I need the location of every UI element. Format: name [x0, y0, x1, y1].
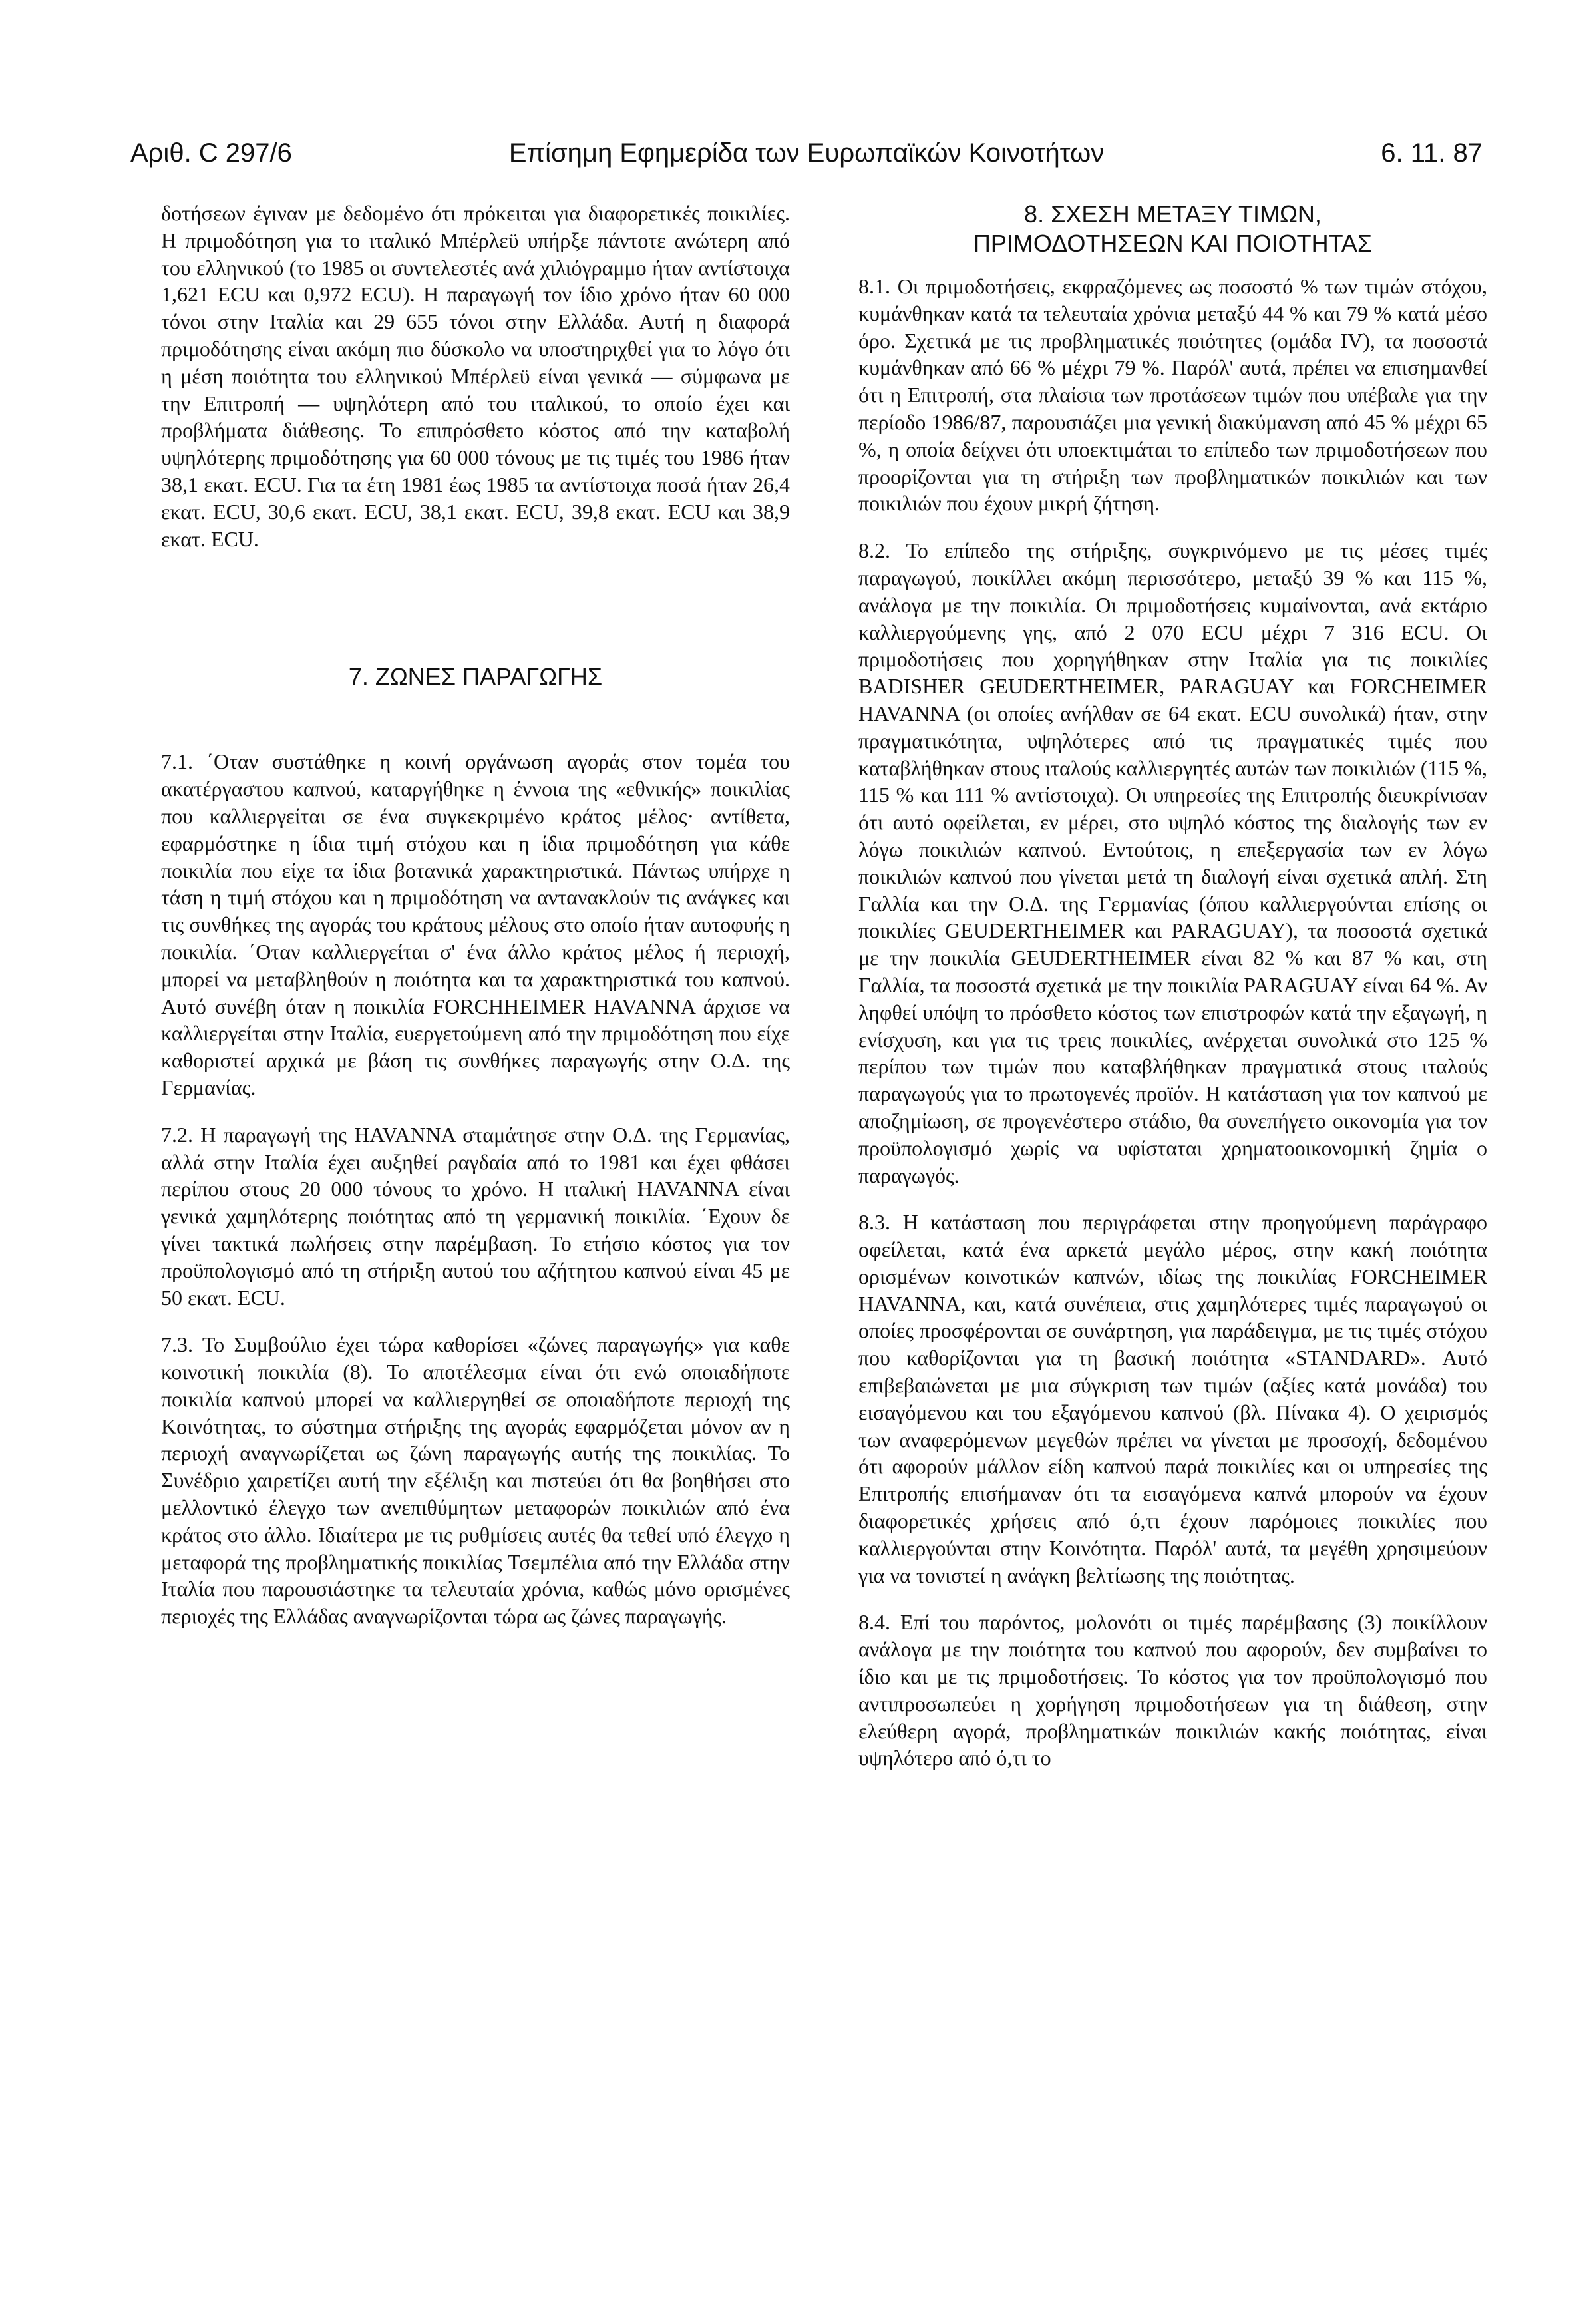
section-heading-8 [858, 200, 1487, 258]
page-header [130, 133, 1483, 173]
section-heading-8-line2: ΠΡΙΜΟΔΟΤΗΣΕΩΝ ΚΑΙ ΠΟΙΟΤΗΤΑΣ [973, 230, 1373, 257]
paragraph-8-3: 8.3. Η κατάσταση που περιγράφεται στην προηγούμενη παράγραφο οφείλεται, κατά ένα αρκετά μεγάλο μέρος, στην κακή ποιότητα ορισμένων κοινοτικών καπνών, ιδίως της ποικιλίας FORCHEIMER HAVANNA, και, κατά συνέπεια, στις χαμηλότερες τιμές παραγωγού οι οποίες προσφέρονται σε συνάρτηση, για παράδειγμα, με τις τιμές στόχου που καθορίζονται για τη βασική ποιότητα «STANDARD». Αυτό επιβεβαιώνεται με μια σύγκριση των τιμών (αξίες κατά μονάδα) του εισαγόμενου και του εξαγόμενου καπνού (βλ. Πίνακα 4). Ο χειρισμός των αναφερόμενων μεγεθών πρέπει να γίνεται με προσοχή, δεδομένου ότι αφορούν μάλλον είδη καπνού παρά ποικιλίες και οι υπηρεσίες της Επιτροπής επισήμαναν ότι τα εισαγόμενα καπνά μπορούν να έχουν διαφορετικές χρήσεις από ό,τι έχουν παρόμοιες ποικιλίες που καλλιεργούνται στην Κοινότητα. Παρόλ' αυτά, τα μεγέθη χρησιμεύουν για να τονιστεί η ανάγκη βελτίωσης της ποιότητας. [858, 1210, 1487, 1587]
right-column [858, 200, 1487, 1772]
issue-date: 6. 11. 87 [1381, 138, 1483, 168]
paragraph-8-2: 8.2. Το επίπεδο της στήριξης, συγκρινόμενο με τις μέσες τιμές παραγωγού, ποικίλλει ακόμη περισσότερο, μεταξύ 39 % και 115 %, ανάλογα με την ποικιλία. Οι πριμοδοτήσεις κυμαίνονται, ανά εκτάριο καλλιεργούμενης γης, από 2 070 ECU μέχρι 7 316 ECU. Οι πριμοδοτήσεις που χορηγήθηκαν στην Ιταλία για τις ποικιλίες BADISHER GEUDERTHEIMER, PARAGUAY και FORCHEIMER HAVANNA (οι οποίες ανήλθαν σε 64 εκατ. ECU συνολικά) ήταν, στην πραγματικότητα, υψηλότερες από τις πραγματικές τιμές που καταβλήθηκαν στους ιταλούς καλλιεργητές αυτών των ποικιλιών (115 %, 115 % και 111 % αντίστοιχα). Οι υπηρεσίες της Επιτροπής διευκρίνισαν ότι αυτό οφείλεται, εν μέρει, στο υψηλό κόστος της διαλογής των εν λόγω ποικιλιών καπνού. Εντούτοις, η επεξεργασία των εν λόγω ποικιλιών καπνού που γίνεται μετά τη διαλογή είναι σχετικά απλή. Στη Γαλλία και την Ο.Δ. της Γερμανίας (όπου καλλιεργούνται επίσης οι ποικιλίες GEUDERTHEIMER και PARAGUAY), τα ποσοστά σχετικά με την ποικιλία GEUDERTHEIMER είναι 82 % και 87 % και, στη Γαλλία, τα ποσοστά σχετικά με την ποικιλία PARAGUAY είναι 64 %. Αν ληφθεί υπόψη το πρόσθετο κόστος των επιστροφών κατά την εξαγωγή, η ενίσχυση, και για τις τρεις ποικιλίες, ανέρχεται συνολικά στο 125 % περίπου των τιμών που καταβλήθηκαν πραγματικά στους ιταλούς παραγωγούς για το πρωτογενές προϊόν. Η κατάσταση για τον καπνού με αποζημίωση, σε προγενέστερο στάδιο, θα συνεπήγετο οικονομία για τον προϋπολογισμό χωρίς να υφίσταται χρηματοοικονομική ζημία ο παραγωγός. [858, 538, 1487, 1187]
paragraph-7-3: 7.3. Το Συμβούλιο έχει τώρα καθορίσει «ζώνες παραγωγής» για καθε κοινοτική ποικιλία (8). Το αποτέλεσμα είναι ότι ενώ οποιαδήποτε ποικιλία καπνού μπορεί να καλλιεργηθεί σε οποιαδήποτε περιοχή της Κοινότητας, το σύστημα στήριξης της αγοράς εφαρμόζεται μόνον αν η περιοχή αναγνωρίζεται ως ζώνη παραγωγής αυτής της ποικιλίας. Το Συνέδριο χαιρετίζει αυτή την εξέλιξη και πιστεύει ότι θα βοηθήσει στο μελλοντικό έλεγχο των ανεπιθύμητων μεταφορών ποικιλιών από ένα κράτος στο άλλο. Ιδιαίτερα με τις ρυθμίσεις αυτές θα τεθεί υπό έλεγχο η μεταφορά της προβληματικής ποικιλίας Τσεμπέλια από την Ελλάδα στην Ιταλία που παρουσιάστηκε τα τελευταία χρόνια, καθώς μόνο ορισμένες περιοχές της Ελλάδας αναγνωρίζονται τώρα ως ζώνες παραγωγής. [161, 1332, 790, 1629]
left-column [161, 200, 790, 1630]
paragraph-8-1: 8.1. Οι πριμοδοτήσεις, εκφραζόμενες ως ποσοστό % των τιμών στόχου, κυμάνθηκαν κατά τα τελευταία χρόνια μεταξύ 44 % και 79 % κατά μέσο όρο. Σχετικά με τις προβληματικές ποιότητες (ομάδα IV), τα ποσοστά κυμάνθηκαν από 66 % μέχρι 79 %. Παρόλ' αυτά, πρέπει να επισημανθεί ότι η Επιτροπή, στα πλαίσια των προτάσεων τιμών που υπέβαλε για την περίοδο 1986/87, παρουσιάζει μια γενική διακύμανση από 45 % μέχρι 65 %, η οποία δείχνει ότι υποεκτιμάται το επίπεδο των πριμοδοτήσεων που προορίζονται για τη στήριξη των προβληματικών ποικιλιών και των ποικιλιών που έχουν μικρή ζήτηση. [858, 274, 1487, 516]
paragraph-7-2: 7.2. Η παραγωγή της HAVANNA σταμάτησε στην Ο.Δ. της Γερμανίας, αλλά στην Ιταλία έχει αυξηθεί ραγδαία από το 1981 και έχει φθάσει περίπου στους 20 000 τόνους το χρόνο. Η ιταλική HAVANNA είναι γενικά χαμηλότερης ποιότητας από τη γερμανική ποικιλία. ΄Εχουν δε γίνει τακτικά πωλήσεις στην παρέμβαση. Το ετήσιο κόστος για τον προϋπολογισμό από τη στήριξη αυτού του αζήτητου καπνού είναι 45 με 50 εκατ. ECU. [161, 1122, 790, 1310]
section-heading-7: 7. ΖΩΝΕΣ ΠΑΡΑΓΩΓΗΣ [348, 663, 603, 691]
section-heading-8-line1: 8. ΣΧΕΣΗ ΜΕΤΑΞΥ ΤΙΜΩΝ, [1024, 200, 1322, 228]
journal-title: Επίσημη Εφημερίδα των Ευρωπαϊκών Κοινοτήτων [508, 138, 1105, 168]
paragraph-7-1: 7.1. ΄Οταν συστάθηκε η κοινή οργάνωση αγοράς στον τομέα του ακατέργαστου καπνού, καταργήθηκε η έννοια της «εθνικής» ποικιλίας που καλλιεργείται σε ένα συγκεκριμένο κράτος μέλος· αντίθετα, εφαρμόστηκε η ίδια τιμή στόχου και η ίδια πριμοδότηση για κάθε ποικιλία που είχε τα ίδια βοτανικά χαρακτηριστικά. Πάντως υπήρχε η τάση η τιμή στόχου και η πριμοδότηση να αντανακλούν τις ανάγκες και τις συνθήκες της αγοράς του κράτους μέλους στο οποίο ήταν αυτοφυής η ποικιλία. ΄Οταν καλλιεργείται σ' ένα άλλο κράτος μέλος ή περιοχή, μπορεί να μεταβληθούν η ποιότητα και τα χαρακτηριστικά του καπνού. Αυτό συνέβη όταν η ποικιλία FORCHHEIMER HAVANNA άρχισε να καλλιεργείται στην Ιταλία, ευεργετούμενη από την πριμοδότηση που είχε καθοριστεί αρχικά με βάση τις συνθήκες παραγωγής στην Ο.Δ. της Γερμανίας. [161, 749, 790, 1099]
issue-number: Αριθ. C 297/6 [130, 138, 292, 168]
paragraph-continuation: δοτήσεων έγιναν με δεδομένο ότι πρόκειται για διαφορετικές ποικιλίες. Η πριμοδότηση για το ιταλικό Μπέρλεϋ υπήρξε πάντοτε ανώτερη από του ελληνικού (το 1985 οι συντελεστές ανά χιλιόγραμμο ήταν αντίστοιχα 1,621 ECU και 0,972 ECU). Η παραγωγή τον ίδιο χρόνο ήταν 60 000 τόνοι στην Ιταλία και 29 655 τόνοι στην Ελλάδα. Αυτή η διαφορά πριμοδότησης είναι ακόμη πιο δύσκολο να υποστηριχθεί για το λόγο ότι η μέση ποιότητα του ελληνικού Μπέρλεϋ είναι γενικά — σύμφωνα με την Επιτροπή — υψηλότερη από του ιταλικού, το οποίο έχει και προβλήματα διάθεσης. Το επιπρόσθετο κόστος από την καταβολή υψηλότερης πριμοδότησης για 60 000 τόνους με τις τιμές του 1986 ήταν 38,1 εκατ. ECU. Για τα έτη 1981 έως 1985 τα αντίστοιχα ποσά ήταν 26,4 εκατ. ECU, 30,6 εκατ. ECU, 38,1 εκατ. ECU, 39,8 εκατ. ECU και 38,9 εκατ. ECU. [161, 201, 790, 551]
paragraph-8-4: 8.4. Επί του παρόντος, μολονότι οι τιμές παρέμβασης (3) ποικίλλουν ανάλογα με την ποιότητα του καπνού που αφορούν, δεν συμβαίνει το ίδιο και με τις πριμοδοτήσεις. Το κόστος για τον προϋπολογισμό που αντιπροσωπεύει η χορήγηση πριμοδοτήσεων για τη διάθεση, στην ελεύθερη αγορά, προβληματικών ποικιλιών κακής ποιότητας, είναι υψηλότερο από ό,τι το [858, 1610, 1487, 1770]
